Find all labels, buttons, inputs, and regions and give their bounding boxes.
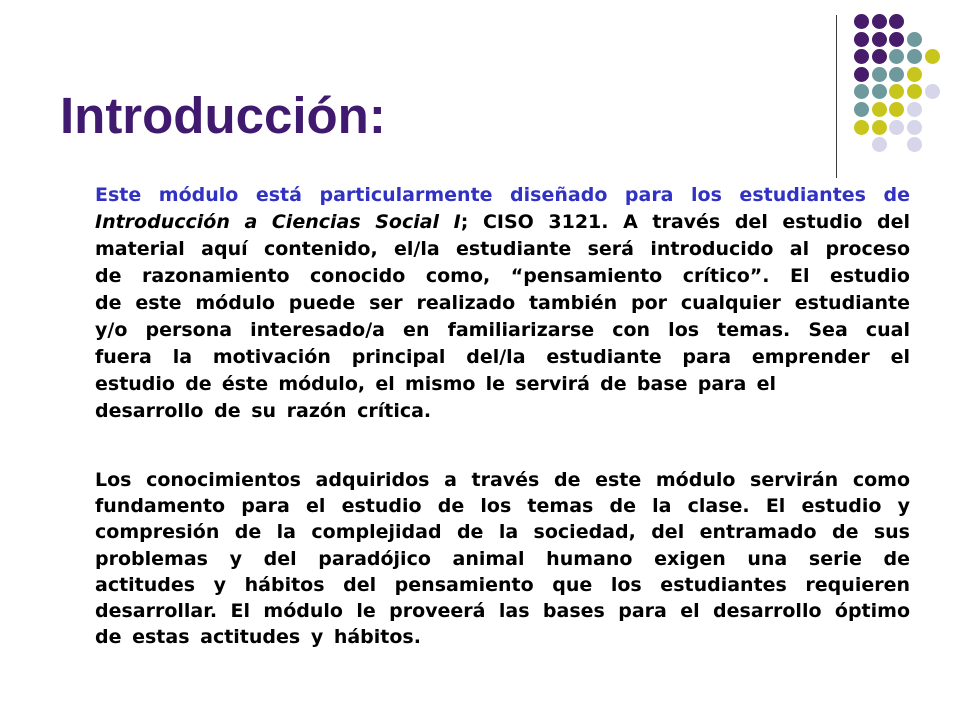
paragraph-line: fundamento para el estudio de los temas de la clase. El estudio y [95,495,910,518]
paragraph-line: de razonamiento conocido como, “pensamiento crítico”. El estudio [95,265,910,287]
intro-paragraph-1 [95,182,910,425]
paragraph-line: estudio de éste módulo, el mismo le servirá de base para el [95,373,776,395]
decorative-dot [872,120,887,135]
decorative-dot [907,49,922,64]
decorative-dot [907,84,922,99]
decorative-dot [872,32,887,47]
course-code-text: ; CISO 3121. A través del estudio del [460,211,910,233]
decorative-dot [854,32,869,47]
decorative-dot [925,84,940,99]
vertical-divider-line [836,15,837,178]
decorative-dot [872,67,887,82]
decorative-dot [854,84,869,99]
paragraph-line: fuera la motivación principal del/la estudiante para emprender el [95,346,910,368]
decorative-dot [889,14,904,29]
paragraph-line: de este módulo puede ser realizado también por cualquier estudiante [95,292,910,314]
decorative-dot [889,102,904,117]
decorative-dot [854,120,869,135]
decorative-dot [907,137,922,152]
intro-paragraph-2 [95,467,910,650]
paragraph-line [95,209,910,236]
course-name: Introducción a Ciencias Social I [95,211,461,233]
decorative-dot [907,67,922,82]
decorative-dot [872,137,887,152]
decorative-dot-grid [854,14,946,160]
paragraph-line: actitudes y hábitos del pensamiento que los estudiantes requieren [95,573,910,596]
decorative-dot [872,84,887,99]
slide-title: Introducción: [60,87,386,144]
decorative-dot [889,84,904,99]
decorative-dot [872,102,887,117]
decorative-dot [854,49,869,64]
decorative-dot [889,49,904,64]
paragraph-line: desarrollo de su razón crítica. [95,400,432,422]
decorative-dot [854,102,869,117]
paragraph-line: material aquí contenido, el/la estudiante será introducido al proceso [95,238,910,260]
decorative-dot [889,120,904,135]
decorative-dot [854,14,869,29]
paragraph-line: Este módulo está particularmente diseñado para los estudiantes de [95,184,910,206]
decorative-dot [907,102,922,117]
paragraph-line: compresión de la complejidad de la sociedad, del entramado de sus [95,521,910,544]
paragraph-line: desarrollar. El módulo le proveerá las bases para el desarrollo óptimo [95,600,910,623]
decorative-dot [925,49,940,64]
decorative-dot [872,49,887,64]
paragraph-line: y/o persona interesado/a en familiarizarse con los temas. Sea cual [95,319,910,341]
decorative-dot [889,32,904,47]
paragraph-line: Los conocimientos adquiridos a través de este módulo servirán como [95,469,910,491]
decorative-dot [907,32,922,47]
decorative-dot [907,120,922,135]
decorative-dot [872,14,887,29]
paragraph-line: problemas y del paradójico animal humano exigen una serie de [95,547,910,570]
decorative-dot [889,67,904,82]
paragraph-line: de estas actitudes y hábitos. [95,626,421,649]
decorative-dot [854,67,869,82]
